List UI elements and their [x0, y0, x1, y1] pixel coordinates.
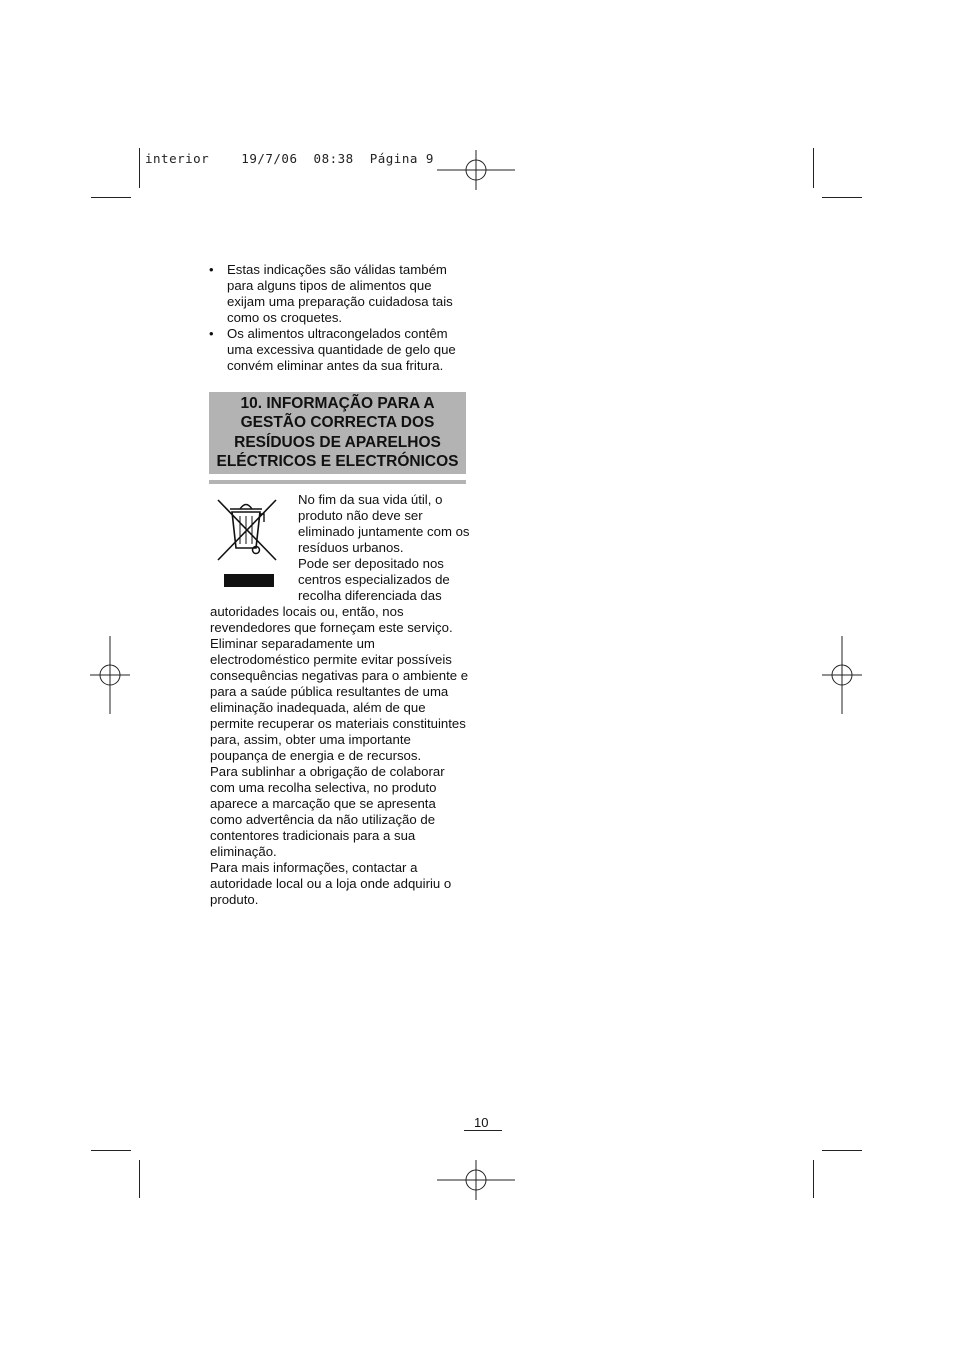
- crop-mark-top-left-h: [91, 197, 131, 198]
- registration-crosshair-icon: [437, 1160, 517, 1200]
- crop-mark-bottom-left-h: [91, 1150, 131, 1151]
- crop-mark-bottom-right-v: [813, 1160, 814, 1198]
- waste-paragraph: Para sublinhar a obrigação de colaborar com uma recolha selectiva, no produto aparece a marcação que se apresenta como advertência da não utilização de contentores tradicionais para a sua eliminação.: [210, 764, 445, 860]
- registration-crosshair-icon: [90, 636, 130, 714]
- bullet-item: • Os alimentos ultracongelados contêm uma excessiva quantidade de gelo que convém eliminar antes da sua fritura.: [208, 326, 470, 374]
- crop-mark-top-right-v: [813, 148, 814, 188]
- print-slug: interior 19/7/06 08:38 Página 9: [145, 151, 434, 166]
- crop-mark-bottom-left-v: [139, 1160, 140, 1198]
- crop-mark-top-left-v: [139, 148, 140, 188]
- crop-mark-bottom-right-h: [822, 1150, 862, 1151]
- crossed-out-wheelie-bin-icon: [210, 492, 284, 592]
- page-number-underline: [464, 1130, 502, 1131]
- waste-paragraph: Pode ser depositado nos centros especializados de recolha diferenciada das autoridades locais ou, então, nos revendedores que forneçam este serviço. Eliminar separadamente um electrodoméstico permite evitar possíveis consequências negativas para o ambiente e para a saúde pública resultantes de uma eliminação inadequada, além de que permite recuperar os materiais constituintes para, assim, obter uma importante poupança de energia e de recursos.: [210, 556, 469, 764]
- registration-crosshair-icon: [822, 636, 862, 714]
- heading-divider: [209, 480, 466, 484]
- waste-paragraph: Para mais informações, contactar a autoridade local ou a loja onde adquiriu o produto.: [210, 860, 452, 908]
- content-column: [208, 262, 470, 908]
- bullet-list: [208, 262, 470, 374]
- registration-crosshair-icon: [437, 150, 517, 190]
- bullet-item: • Estas indicações são válidas também para alguns tipos de alimentos que exijam uma preparação cuidadosa tais como os croquetes.: [208, 262, 470, 326]
- page-number: 10: [474, 1115, 489, 1130]
- waste-paragraph: No fim da sua vida útil, o produto não deve ser eliminado juntamente com os resíduos urbanos.: [298, 492, 470, 556]
- waste-disposal-section: [208, 492, 470, 908]
- crop-mark-top-right-h: [822, 197, 862, 198]
- section-heading: 10. INFORMAÇÃO PARA A GESTÃO CORRECTA DOS RESÍDUOS DE APARELHOS ELÉCTRICOS E ELECTRÓNICOS: [209, 392, 466, 474]
